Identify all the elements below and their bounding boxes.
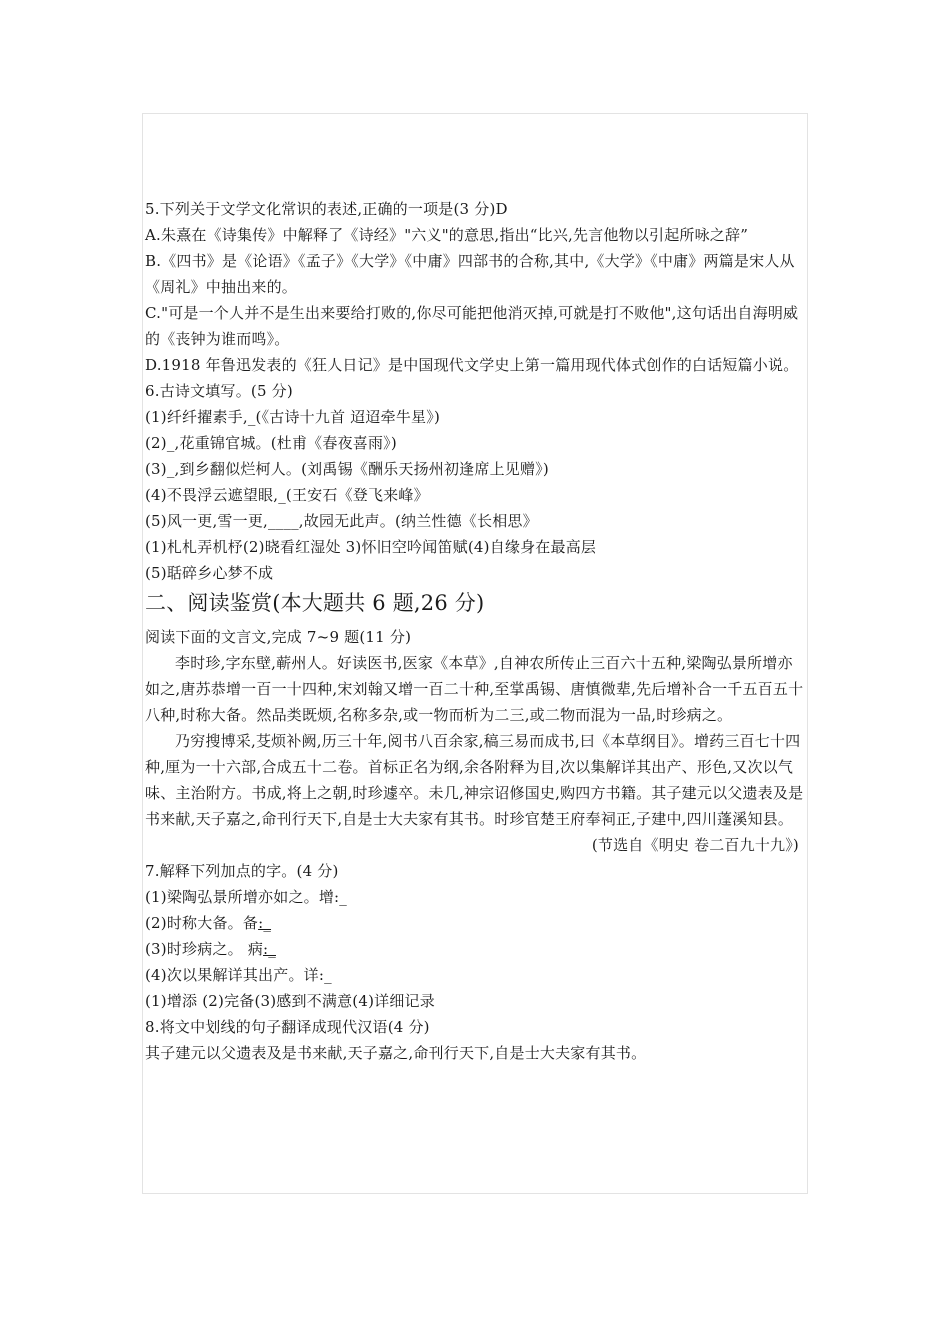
q6-item: (1)纤纤擢素手,_(《古诗十九首 迢迢牵牛星》) <box>145 408 440 426</box>
q6-answer: (5)聒碎乡心梦不成 <box>145 564 274 582</box>
q7-item <box>145 936 807 962</box>
document-body <box>145 196 807 1066</box>
q6-stem: 6.古诗文填写。(5 分) <box>145 382 293 400</box>
q5-option-c: C."可是一个人并不是生出来要给打败的,你尽可能把他消灭掉,可就是打不败他",这句话出自海明威的《丧钟为谁而鸣》。 <box>145 304 799 348</box>
q5-option-a: A.朱熹在《诗集传》中解释了《诗经》"六义"的意思,指出“比兴,先言他物以引起所咏之辞” <box>145 226 749 244</box>
section-heading: 二、阅读鉴赏(本大题共 6 题,26 分) <box>145 591 485 615</box>
q5-stem: 5.下列关于文学文化常识的表述,正确的一项是(3 分)D <box>145 200 508 218</box>
answer-blank: :_ <box>258 914 272 932</box>
q8-sentence: 其子建元以父遗表及是书来献,天子嘉之,命刊行天下,自是士大夫家有其书。 <box>145 1044 647 1062</box>
q7-item-text: (3)时珍病之。 病 <box>145 940 264 958</box>
q7-item: (1)梁陶弘景所增亦如之。增:_ <box>145 888 348 906</box>
q6-answer: (1)札札弄机杼(2)晓看红湿处 3)怀旧空吟闻笛赋(4)自缘身在最高层 <box>145 538 597 556</box>
q7-item: (4)次以果解详其出产。详:_ <box>145 966 332 984</box>
passage-paragraph: 李时珍,字东壁,蕲州人。好读医书,医家《本草》,自神农所传止三百六十五种,梁陶弘景所增亦如之,唐苏恭增一百一十四种,宋刘翰又增一百二十种,至掌禹锡、唐慎微辈,先后增补合一千五百五十八种,时称大备。然品类既烦,名称多杂,或一物而析为二三,或二物而混为一品,时珍病之。 <box>145 654 804 724</box>
q6-item: (5)风一更,雪一更,____,故园无此声。(纳兰性德《长相思》 <box>145 512 538 530</box>
answer-blank: :_ <box>263 940 276 958</box>
passage-paragraph: 乃穷搜博采,芟烦补阙,历三十年,阅书八百余家,稿三易而成书,曰《本草纲目》。增药三百七十四种,厘为一十六部,合成五十二卷。首标正名为纲,余各附释为目,次以集解详其出产、形色,又次以气味、主治附方。书成,将上之朝,时珍遽卒。未几,神宗诏修国史,购四方书籍。其子建元以父遗表及是书来献,天子嘉之,命刊行天下,自是士大夫家有其书。时珍官楚王府奉祠正,子建中,四川蓬溪知县。 <box>145 732 804 828</box>
q7-item <box>145 910 807 936</box>
q6-item: (4)不畏浮云遮望眼,_(王安石《登飞来峰》 <box>145 486 429 504</box>
passage-source: (节选自《明史 卷二百九十九》) <box>591 836 799 854</box>
q5-option-d: D.1918 年鲁迅发表的《狂人日记》是中国现代文学史上第一篇用现代体式创作的白话短篇小说。 <box>145 356 799 374</box>
q7-item-text: (2)时称大备。备 <box>145 914 259 932</box>
q7-stem: 7.解释下列加点的字。(4 分) <box>145 862 339 880</box>
q6-item: (2)_,花重锦官城。(杜甫《春夜喜雨》) <box>145 434 397 452</box>
q7-answer: (1)增添 (2)完备(3)感到不满意(4)详细记录 <box>145 992 435 1010</box>
reading-intro: 阅读下面的文言文,完成 7~9 题(11 分) <box>145 628 412 646</box>
q8-stem: 8.将文中划线的句子翻译成现代汉语(4 分) <box>145 1018 430 1036</box>
q5-option-b: B.《四书》是《论语》《孟子》《大学》《中庸》四部书的合称,其中,《大学》《中庸》两篇是宋人从《周礼》中抽出来的。 <box>145 252 795 296</box>
q6-item: (3)_,到乡翻似烂柯人。(刘禹锡《酬乐天扬州初逢席上见赠》) <box>145 460 549 478</box>
